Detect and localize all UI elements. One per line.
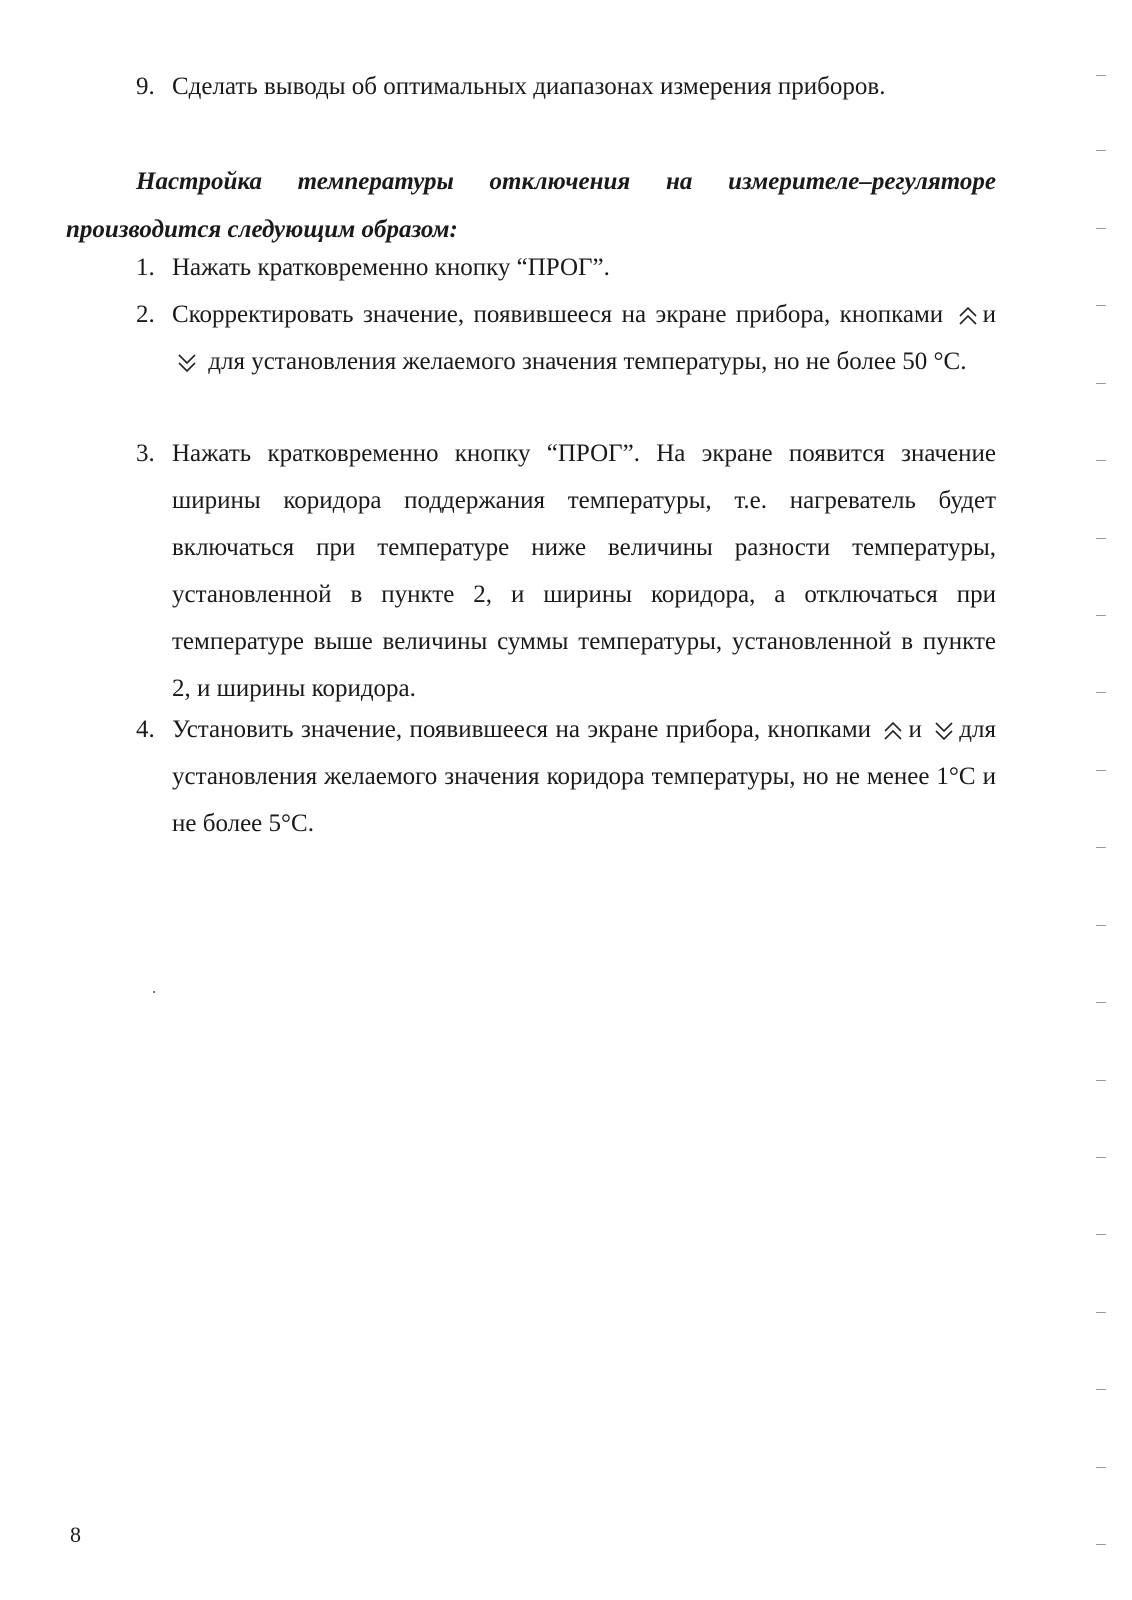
scan-edge-mark (1096, 228, 1106, 229)
scan-edge-mark (1096, 1157, 1106, 1158)
step-4-text-after: для установления желаемого значения коридора температуры, но не менее 1°С и не более 5°С. (172, 716, 996, 837)
step-4-text-before: Установить значение, появившееся на экране прибора, кнопками (172, 716, 872, 743)
scan-edge-mark (1096, 538, 1106, 539)
list-number: 1. (136, 254, 155, 281)
double-chevron-down-icon (933, 720, 955, 742)
list-item-text: Сделать выводы об оптимальных диапазонах измерения приборов. (172, 73, 886, 100)
scan-edge-mark (1096, 1080, 1106, 1081)
list-number: 2. (136, 301, 155, 328)
scan-edge-mark (1096, 305, 1106, 306)
scan-edge-mark (1096, 615, 1106, 616)
scan-edge-mark (1096, 847, 1106, 848)
list-number: 9. (136, 73, 155, 100)
section-heading (66, 158, 996, 254)
section-heading-line-2: производится следующим образом: (66, 216, 458, 243)
scan-edge-mark (1096, 692, 1106, 693)
step-2-text-before: Скорректировать значение, появившееся на экране прибора, кнопками (172, 301, 944, 328)
section-heading-line-1: Настройка температуры отключения на измерителе–регуляторе (136, 168, 996, 195)
step-3 (136, 430, 996, 712)
scan-edge-mark (1096, 1002, 1106, 1003)
page-number: 8 (70, 1522, 81, 1547)
scan-edge-mark (1096, 925, 1106, 926)
step-4 (136, 706, 996, 847)
scan-edge-mark (1096, 1467, 1106, 1468)
double-chevron-down-icon (176, 352, 198, 374)
list-number: 3. (136, 440, 155, 467)
step-4-and: и (908, 716, 922, 743)
step-2 (136, 291, 996, 385)
scan-edge-mark (1096, 460, 1106, 461)
scan-edge-mark (1096, 1234, 1106, 1235)
scan-edge-mark (1096, 1312, 1106, 1313)
scan-speck (153, 991, 155, 993)
scan-edge-mark (1096, 75, 1106, 76)
step-2-text-after: для установления желаемого значения температуры, но не более 50 °С. (208, 348, 967, 375)
step-2-and: и (982, 301, 997, 328)
list-item-text: Нажать кратковременно кнопку “ПРОГ”. На экране появится значение ширины коридора поддержания температуры, т.е. нагреватель будет включаться при температуре ниже величины разности температуры, установленной в пункте 2, и ширины коридора, а отключаться при температуре выше величины суммы температуры, установленной в пункте 2, и ширины коридора. (172, 440, 996, 702)
list-item-text: Нажать кратковременно кнопку “ПРОГ”. (172, 254, 610, 281)
list-item-text (172, 291, 996, 385)
list-item-text (172, 706, 996, 847)
scan-edge-mark (1096, 1544, 1106, 1545)
list-number: 4. (136, 716, 155, 743)
double-chevron-up-icon (882, 720, 904, 742)
step-1 (136, 244, 996, 291)
scan-edge-mark (1096, 770, 1106, 771)
double-chevron-up-icon (957, 305, 979, 327)
scan-edge-mark (1096, 1389, 1106, 1390)
list-item-9 (136, 63, 996, 110)
scan-edge-mark (1096, 150, 1106, 151)
scan-edge-mark (1096, 383, 1106, 384)
